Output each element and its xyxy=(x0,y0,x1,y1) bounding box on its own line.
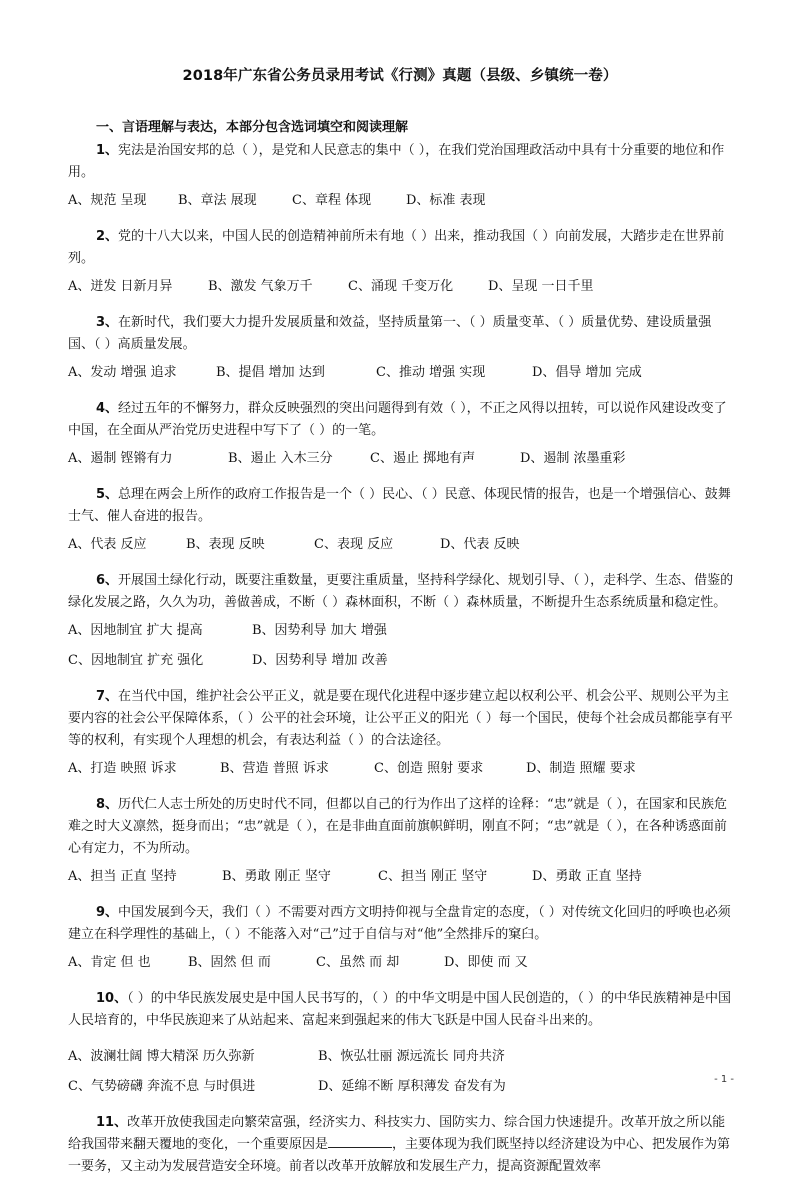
option-a: A、代表 反应 xyxy=(68,537,147,552)
options-row xyxy=(68,620,734,642)
option-b: B、勇敢 刚正 坚守 xyxy=(222,869,331,884)
question-7 xyxy=(68,686,734,780)
question-number: 2、 xyxy=(96,229,119,244)
question-5 xyxy=(68,484,734,556)
option-d: D、代表 反映 xyxy=(440,537,520,552)
question-number: 9、 xyxy=(96,905,119,920)
question-stem: （ ）的中华民族发展史是中国人民书写的，（ ）的中华文明是中国人民创造的，（ ）的中华民族精神是中国人民培育的，中华民族迎来了从站起来、富起来到强起来的伟大飞跃是中国人民奋斗出来的。 xyxy=(68,991,731,1028)
question-stem: 开展国土绿化行动，既要注重数量，更要注重质量，坚持科学绿化、规划引导、（ ），走科学、生态、借鉴的绿化发展之路，久久为功，善做善成，不断（ ）森林面积，不断（ ）森林质量，不断提升生态系统质量和稳定性。 xyxy=(68,573,734,610)
option-a: A、打造 映照 诉求 xyxy=(68,761,177,776)
options-row xyxy=(68,650,734,672)
option-a: A、规范 呈现 xyxy=(68,193,147,208)
option-a: A、遏制 铿锵有力 xyxy=(68,451,173,466)
question-1 xyxy=(68,140,734,212)
option-c: C、推动 增强 实现 xyxy=(376,365,486,380)
question-stem: 在新时代，我们要大力提升发展质量和效益，坚持质量第一、（ ）质量变革、（ ）质量优势、建设质量强国、（ ）高质量发展。 xyxy=(68,315,712,352)
question-4 xyxy=(68,398,734,470)
question-stem: 宪法是治国安邦的总（ ），是党和人民意志的集中（ ），在我们党治国理政活动中具有十分重要的地位和作用。 xyxy=(68,143,725,180)
question-6 xyxy=(68,570,734,672)
option-c: C、担当 刚正 坚守 xyxy=(378,869,488,884)
option-d: D、倡导 增加 完成 xyxy=(532,365,642,380)
option-b: B、因势利导 加大 增强 xyxy=(252,623,387,638)
question-10 xyxy=(68,988,734,1098)
question-stem-part-2: ，主要体现为我们既坚持以经济建设为中心、把发展作为第一要务，又主动为发展营造安全环境。前者以改革开放解放和发展生产力，提高资源配置效率 xyxy=(68,1137,731,1174)
option-a: A、波澜壮阔 博大精深 历久弥新 xyxy=(68,1049,255,1064)
option-c: C、气势磅礴 奔流不息 与时俱进 xyxy=(68,1079,256,1094)
options-row xyxy=(68,190,734,212)
option-d: D、即使 而 又 xyxy=(444,955,528,970)
question-3 xyxy=(68,312,734,384)
question-9 xyxy=(68,902,734,974)
option-c: C、虽然 而 却 xyxy=(316,955,400,970)
options-row xyxy=(68,276,734,298)
question-8 xyxy=(68,794,734,888)
options-row xyxy=(68,758,734,780)
option-b: B、激发 气象万千 xyxy=(208,279,313,294)
question-number: 3、 xyxy=(96,315,119,330)
question-stem: 中国发展到今天，我们（ ）不需要对西方文明持仰视与全盘肯定的态度，（ ）对传统文化回归的呼唤也必须建立在科学理性的基础上，（ ）不能落入对“己”过于自信与对“他”全然排斥的窠臼。 xyxy=(68,905,731,942)
option-a: A、迸发 日新月异 xyxy=(68,279,173,294)
options-row xyxy=(68,1046,734,1068)
question-number: 6、 xyxy=(96,573,119,588)
question-2 xyxy=(68,226,734,298)
option-c: C、创造 照射 要求 xyxy=(374,761,484,776)
question-list xyxy=(68,140,734,1178)
question-number: 11、 xyxy=(96,1115,128,1130)
option-a: A、肯定 但 也 xyxy=(68,955,151,970)
question-number: 7、 xyxy=(96,689,119,704)
option-a: A、发动 增强 追求 xyxy=(68,365,177,380)
option-b: B、提倡 增加 达到 xyxy=(216,365,325,380)
question-stem: 总理在两会上所作的政府工作报告是一个（ ）民心、（ ）民意、体现民情的报告，也是一个增强信心、鼓舞士气、催人奋进的报告。 xyxy=(68,487,731,524)
question-number: 1、 xyxy=(96,143,119,158)
question-number: 4、 xyxy=(96,401,119,416)
options-row xyxy=(68,534,734,556)
question-11 xyxy=(68,1112,734,1178)
option-d: D、遏制 浓墨重彩 xyxy=(520,451,626,466)
page-number: - 1 - xyxy=(714,1074,734,1085)
option-d: D、延绵不断 厚积薄发 奋发有为 xyxy=(318,1079,506,1094)
question-stem: 历代仁人志士所处的历史时代不同，但都以自己的行为作出了这样的诠释：“忠”就是（ ），在国家和民族危难之时大义凛然，挺身而出；“忠”就是（ ），在是非曲直面前旗帜鲜明，刚直不阿；“忠”就是（ ），在各种诱惑面前心有定力，不为所动。 xyxy=(68,797,727,856)
section-heading: 一、言语理解与表达，本部分包含选词填空和阅读理解 xyxy=(96,120,409,135)
options-row xyxy=(68,448,734,470)
option-c: C、表现 反应 xyxy=(314,537,394,552)
answer-blank xyxy=(328,1134,392,1148)
options-row xyxy=(68,952,734,974)
option-b: B、章法 展现 xyxy=(178,193,257,208)
option-a: A、因地制宜 扩大 提高 xyxy=(68,623,203,638)
option-b: B、固然 但 而 xyxy=(188,955,271,970)
option-b: B、恢弘壮丽 源远流长 同舟共济 xyxy=(318,1049,505,1064)
options-row xyxy=(68,866,734,888)
options-row xyxy=(68,1076,734,1098)
option-d: D、标准 表现 xyxy=(406,193,486,208)
option-d: D、呈现 一日千里 xyxy=(488,279,594,294)
options-row xyxy=(68,362,734,384)
option-c: C、章程 体现 xyxy=(292,193,372,208)
option-a: A、担当 正直 坚持 xyxy=(68,869,177,884)
option-b: B、表现 反映 xyxy=(186,537,265,552)
question-stem: 在当代中国，维护社会公平正义，就是要在现代化进程中逐步建立起以权利公平、机会公平、规则公平为主要内容的社会公平保障体系，（ ）公平的社会环境，让公平正义的阳光（ ）每一个国民，使每个社会成员都能享有平等的权利，有实现个人理想的机会，有表达利益（ ）的合法途径。 xyxy=(68,689,733,748)
question-number: 5、 xyxy=(96,487,119,502)
option-c: C、涌现 千变万化 xyxy=(348,279,454,294)
question-stem-part-1: 改革开放使我国走向繁荣富强，经济实力、科技实力、国防实力、综合国力快速提升。改革开放之所以能给我国带来翻天覆地的变化，一个重要原因是 xyxy=(68,1115,726,1152)
option-c: C、遏止 掷地有声 xyxy=(370,451,476,466)
option-b: B、遏止 入木三分 xyxy=(228,451,333,466)
question-number: 8、 xyxy=(96,797,119,812)
option-d: D、制造 照耀 要求 xyxy=(526,761,636,776)
document-title: 2018年广东省公务员录用考试《行测》真题（县级、乡镇统一卷） xyxy=(182,68,618,84)
question-number: 10、 xyxy=(96,991,128,1006)
option-d: D、勇敢 正直 坚持 xyxy=(532,869,642,884)
option-d: D、因势利导 增加 改善 xyxy=(252,653,388,668)
question-stem: 党的十八大以来，中国人民的创造精神前所未有地（ ）出来，推动我国（ ）向前发展，大踏步走在世界前列。 xyxy=(68,229,725,266)
option-c: C、因地制宜 扩充 强化 xyxy=(68,653,204,668)
question-stem: 经过五年的不懈努力，群众反映强烈的突出问题得到有效（ ），不正之风得以扭转，可以说作风建设改变了中国，在全面从严治党历史进程中写下了（ ）的一笔。 xyxy=(68,401,727,438)
option-b: B、营造 普照 诉求 xyxy=(220,761,329,776)
